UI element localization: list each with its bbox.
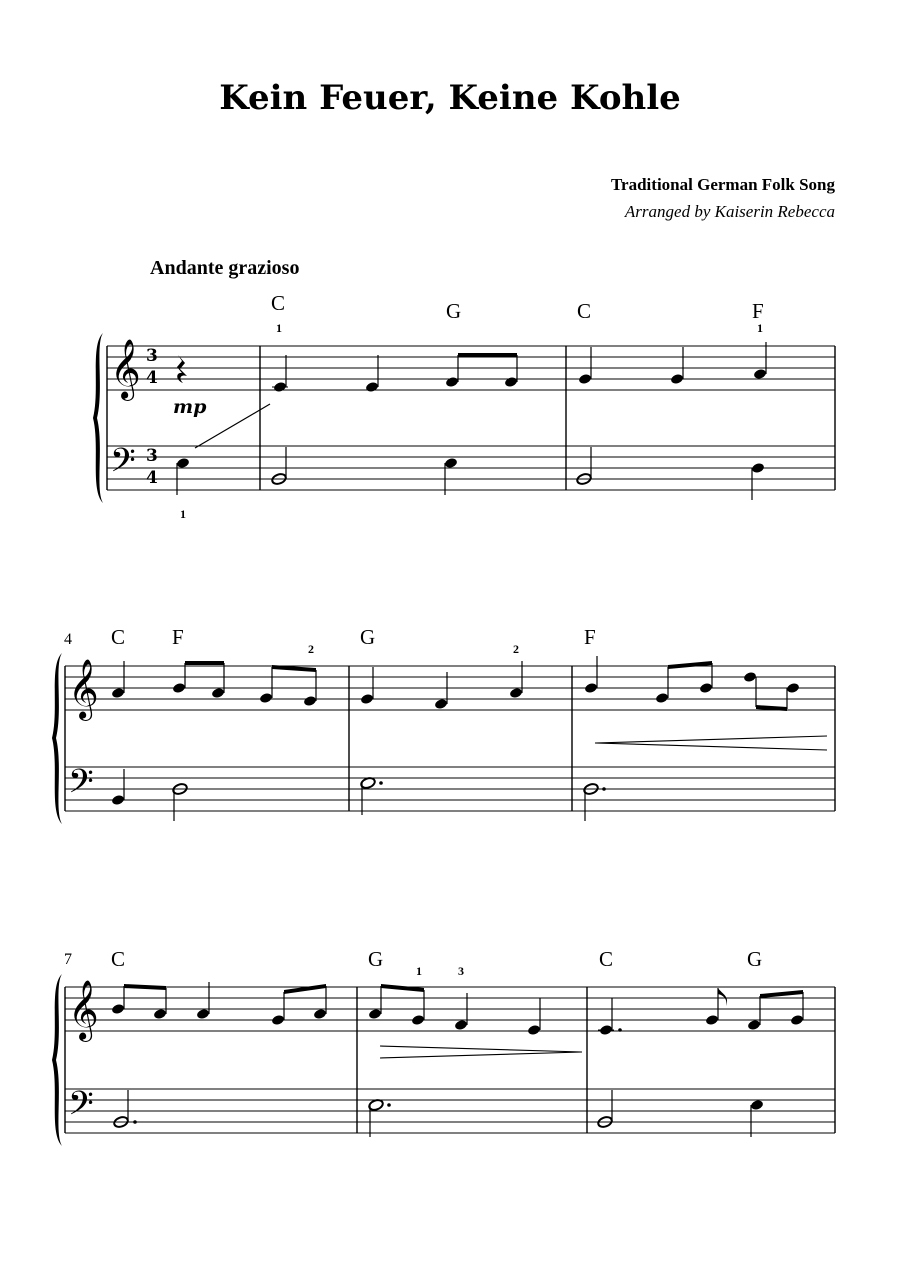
note-head: [743, 671, 757, 683]
treble-clef-icon: 𝄞: [68, 980, 99, 1040]
fingering: 1: [276, 321, 282, 335]
bass-clef-icon: 𝄢: [68, 1085, 94, 1131]
note-head: [504, 376, 518, 388]
bass-clef-icon: 𝄢: [110, 442, 136, 488]
note-head: [111, 794, 125, 806]
chord-symbol: G: [747, 947, 763, 971]
dot: [379, 781, 383, 785]
flag: [718, 988, 727, 1006]
time-sig-denominator: 4: [146, 468, 158, 488]
fingering: 2: [513, 642, 519, 656]
dot: [133, 1120, 137, 1124]
fingering: 2: [308, 642, 314, 656]
note-head: [699, 682, 713, 694]
note-head: [111, 1003, 125, 1015]
chord-symbol: C: [577, 299, 592, 323]
brace-icon: [52, 653, 62, 824]
bass-notes-2: [111, 769, 606, 821]
note-head: [705, 1014, 719, 1026]
system-3: [52, 947, 835, 1146]
dot: [602, 787, 606, 791]
bass-notes-1: [176, 447, 765, 500]
note-head: [444, 457, 458, 469]
bass-clef-icon: 𝄢: [68, 763, 94, 809]
treble-clef-icon: 𝄞: [68, 659, 99, 719]
note-head: [445, 376, 459, 388]
beam: [668, 661, 712, 669]
note-head: [211, 687, 225, 699]
note-head: [271, 1014, 285, 1026]
beam: [124, 984, 166, 990]
note-head: [578, 373, 592, 385]
chord-symbol: C: [271, 291, 286, 315]
note-head: [527, 1024, 541, 1036]
dot: [618, 1028, 622, 1032]
note-head: [786, 682, 800, 694]
note-head: [751, 462, 765, 474]
beam: [185, 661, 224, 665]
treble-clef-icon: 𝄞: [110, 339, 141, 399]
bass-staff-2: [65, 767, 835, 811]
note-head: [259, 692, 273, 704]
composer-credit: Traditional German Folk Song: [610, 175, 835, 194]
fingering: 3: [458, 964, 464, 978]
fingering: 1: [180, 507, 186, 521]
chord-symbol: F: [172, 625, 184, 649]
note-head: [747, 1019, 761, 1031]
note-head: [790, 1014, 804, 1026]
note-head: [313, 1008, 327, 1020]
note-head: [434, 698, 448, 710]
dot: [387, 1103, 391, 1107]
score-title: Kein Feuer, Keine Kohle: [219, 78, 681, 118]
decrescendo-hairpin: [380, 1046, 582, 1058]
arranger-credit: Arranged by Kaiserin Rebecca: [624, 202, 835, 221]
note-head: [303, 695, 317, 707]
note-head: [368, 1008, 382, 1020]
crescendo-hairpin: [595, 736, 827, 750]
system-1: [93, 291, 835, 521]
chord-symbol: C: [111, 947, 126, 971]
chord-symbol: F: [752, 299, 764, 323]
beam: [381, 984, 424, 992]
note-head: [509, 687, 523, 699]
measure-number: 4: [64, 631, 72, 648]
note-head: [670, 373, 684, 385]
bass-staff-3: [65, 1089, 835, 1133]
treble-staff-1: [107, 346, 835, 390]
brace-icon: [52, 974, 62, 1146]
system-2: [52, 625, 835, 824]
chord-symbol: G: [368, 947, 384, 971]
note-head: [360, 693, 374, 705]
note-head: [111, 687, 125, 699]
chord-symbol: G: [360, 625, 376, 649]
fingering: 1: [757, 321, 763, 335]
treble-notes-2: [111, 656, 800, 711]
beam: [458, 353, 517, 357]
fingering: 1: [416, 964, 422, 978]
chord-symbol: G: [446, 299, 462, 323]
time-sig-denominator: 4: [146, 368, 158, 388]
beam: [284, 984, 326, 994]
note-head: [176, 457, 190, 469]
time-sig-numerator: 3: [146, 446, 158, 466]
brace-icon: [93, 333, 103, 503]
note-head: [584, 682, 598, 694]
note-head: [655, 692, 669, 704]
chord-symbol: F: [584, 625, 596, 649]
beam: [760, 990, 803, 998]
measure-number: 7: [64, 951, 72, 968]
note-head: [750, 1099, 764, 1111]
chord-symbol: C: [599, 947, 614, 971]
note-head: [196, 1008, 210, 1020]
note-head: [172, 682, 186, 694]
tempo-marking: Andante grazioso: [150, 257, 300, 279]
time-sig-numerator: 3: [146, 346, 158, 366]
note-head: [753, 368, 767, 380]
note-head: [411, 1014, 425, 1026]
note-head: [454, 1019, 468, 1031]
bass-staff-1: [107, 446, 835, 490]
bass-notes-3: [113, 1090, 764, 1137]
dynamic-marking: mp: [173, 396, 207, 418]
chord-symbol: C: [111, 625, 126, 649]
note-head: [365, 381, 379, 393]
note-head: [153, 1008, 167, 1020]
